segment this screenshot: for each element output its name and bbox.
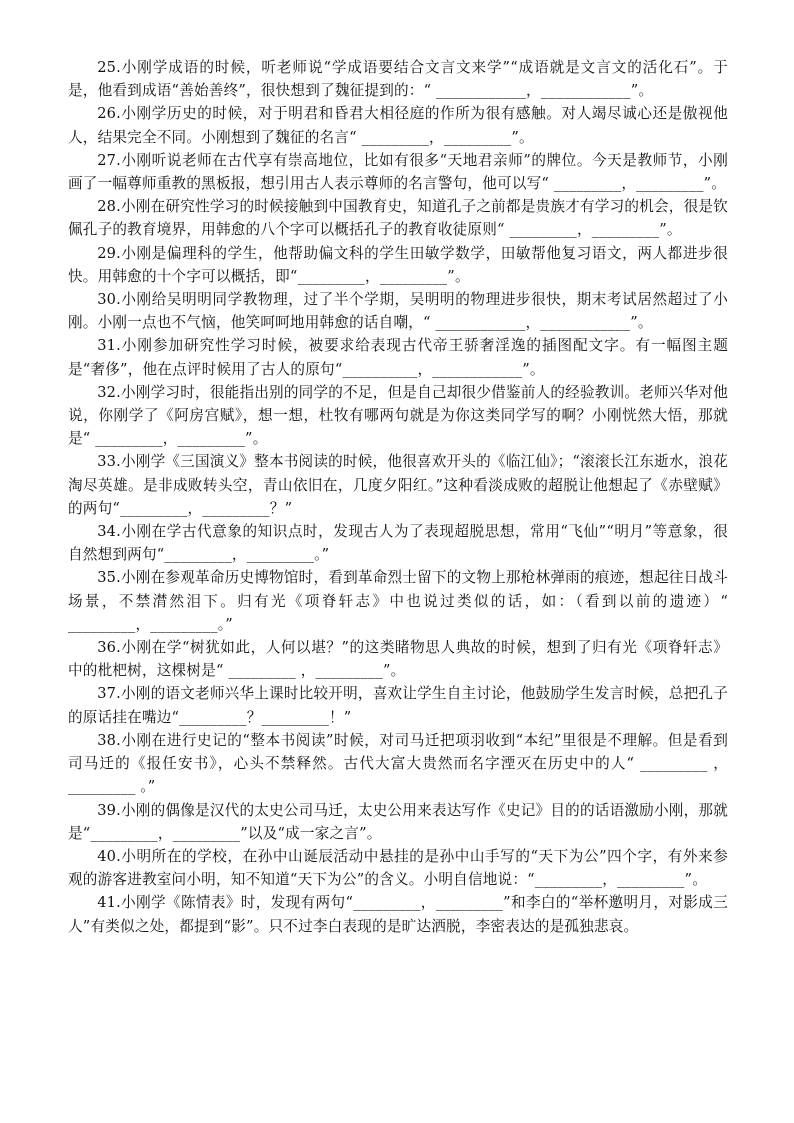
question-39: 39.小刚的偶像是汉代的太史公司马迁，太史公用来表达写作《史记》目的的话语激励小刚，那就是“_________，_________”以及“成一家之言”。 <box>68 801 728 842</box>
question-28: 28.小刚在研究性学习的时候接触到中国教育史，知道孔子之前都是贵族才有学习的机会，很是钦佩孔子的教育境界，用韩愈的八个字可以概括孔子的教育收徒原则“ _________，_________”。 <box>68 198 728 239</box>
question-25: 25.小刚学成语的时候，听老师说“学成语要结合文言文来学”“成语就是文言文的活化石”。于是，他看到成语“善始善终”，很快想到了魏征提到的：“ ____________，____________”。 <box>68 59 728 100</box>
question-33: 33.小刚学《三国演义》整本书阅读的时候，他很喜欢开头的《临江仙》；“滚滚长江东逝水，浪花淘尽英雄。是非成败转头空，青山依旧在，几度夕阳红。”这种看淡成败的超脱让他想起了《赤壁赋》的两句“_________，_________？” <box>68 453 728 517</box>
question-36: 36.小刚在学“树犹如此，人何以堪？”的这类睹物思人典故的时候，想到了归有光《项脊轩志》中的枇杷树，这棵树是“ _________ ，_________”。 <box>68 639 728 680</box>
question-31: 31.小刚参加研究性学习时候，被要求给表现古代帝王骄奢淫逸的插图配文字。有一幅图主题是“奢侈”，他在点评时候用了古人的原句“__________，____________”。 <box>68 337 728 378</box>
question-41: 41.小刚学《陈情表》时，发现有两句“_________，_________”和李白的“举杯邀明月，对影成三人”有类似之处，都提到“影”。只不过李白表现的是旷达洒脱，李密表达的是孤独悲哀。 <box>68 894 728 935</box>
question-26: 26.小刚学历史的时候，对于明君和昏君大相径庭的作所为很有感触。对人竭尽诚心还是傲视他人，结果完全不同。小刚想到了魏征的名言“ _________，_________”。 <box>68 105 728 146</box>
question-27: 27.小刚听说老师在古代享有崇高地位，比如有很多“天地君亲师”的牌位。今天是教师节，小刚画了一幅尊师重教的黑板报，想引用古人表示尊师的名言警句，他可以写“ _________，_________”。 <box>68 151 728 193</box>
question-37: 37.小刚的语文老师兴华上课时比较开明，喜欢让学生自主讨论，他鼓励学生发言时候，总把孔子的原话挂在嘴边“_________？_________！” <box>68 685 728 726</box>
question-list <box>68 56 728 938</box>
question-32: 32.小刚学习时，很能指出别的同学的不足，但是自己却很少借鉴前人的经验教训。老师兴华对他说，你刚学了《阿房宫赋》，想一想，杜牧有哪两句就是为你这类同学写的啊？小刚恍然大悟，那就是“ _________，_________”。 <box>68 383 728 448</box>
question-34: 34.小刚在学古代意象的知识点时，发现古人为了表现超脱思想，常用“飞仙”“明月”等意象，很自然想到两句“_________，_________。” <box>68 523 728 564</box>
question-38: 38.小刚在进行史记的“整本书阅读”时候，对司马迁把项羽收到“本纪”里很是不理解。但是看到司马迁的《报任安书》，心头不禁释然。古代大富大贵然而名字湮灭在历史中的人“ _________ ，_________ 。” <box>68 731 728 796</box>
question-40: 40.小明所在的学校，在孙中山诞辰活动中悬挂的是孙中山手写的“天下为公”四个字，有外来参观的游客进教室问小明，知不知道“天下为公”的含义。小明自信地说：“_________，_________”。 <box>68 847 728 889</box>
question-29: 29.小刚是偏理科的学生，他帮助偏文科的学生田敏学数学，田敏帮他复习语文，两人都进步很快。用韩愈的十个字可以概括，即“_________，_________”。 <box>68 244 728 285</box>
question-30: 30.小刚给吴明明同学教物理，过了半个学期，吴明明的物理进步很快，期末考试居然超过了小刚。小刚一点也不气恼，他笑呵呵地用韩愈的话自嘲，“ ____________，____________”。 <box>68 291 728 332</box>
question-35: 35.小刚在参观革命历史博物馆时，看到革命烈士留下的文物上那枪林弹雨的痕迹，想起往日战斗场景，不禁潸然泪下。归有光《项脊轩志》中也说过类似的话，如：（看到以前的遗迹）“ _________，_________。” <box>68 569 728 633</box>
